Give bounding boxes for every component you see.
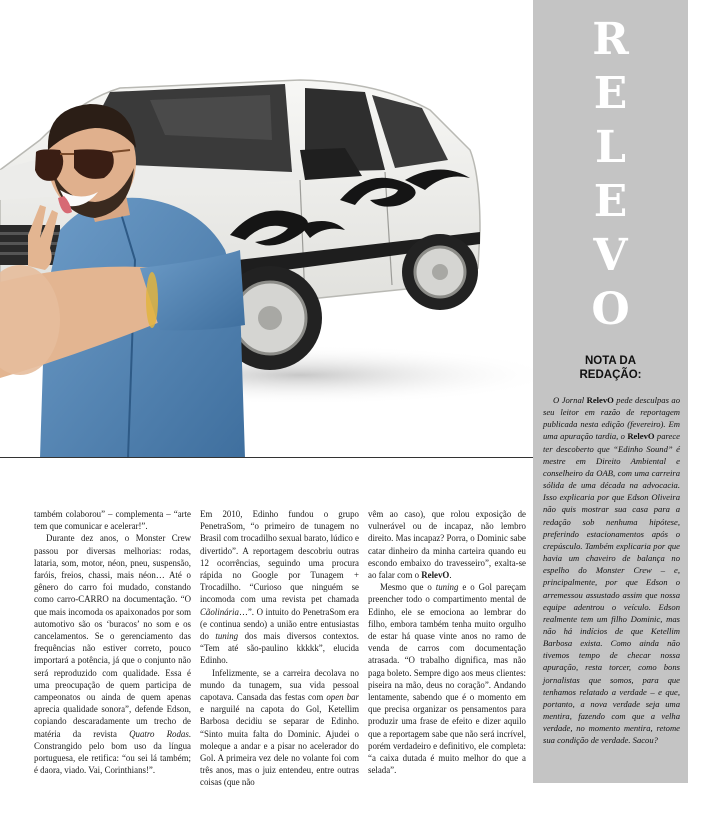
- editorial-note-title: [533, 354, 688, 382]
- editorial-note-body: [543, 394, 680, 747]
- article-text: e o Gol pareçam preencher todo o compartimento mental de Edinho, ele se emociona ao lembrar do filho, embora também tenha muito orgulho de estar há quase vinte anos no ramo de venda de carros com documentação atrasada. “O trabalho dignifica, mas não paga boleto. Sempre digo aos meus clientes: piseira na mão, deus no coração”. Andando lentamente, sabendo que é o momento em que precisa organizar os pensamentos para produzir uma frase de efeito e dizer aquilo que a reportagem sabe que não será incrível, porém verdadeiro e definitivo, ele completa: “a caixa dutada é muito melhor do que a selada”.: [368, 582, 526, 776]
- brand-name: RelevO: [627, 431, 655, 442]
- article-paragraph: [34, 508, 191, 532]
- masthead-letter: E: [593, 68, 628, 119]
- note-text: parece ter descoberto que “Edinho Sound” é mestre em Direito Ambiental e conselheiro da OAB, com uma carreira sólida de uma década na advocacia. Isso explicaria por que Edson Oliveira não quis mostrar sua casa para a redação sob nenhuma hipótese, preferindo estacionamentos após o crepúsculo. Também explicaria por que havia um chaveiro de balança no espelho do Monster Crew – e, principalmente, por que Edson o arremessou assustado assim que nossa equipe adentrou o veículo. Edson realmente tem um filho Dominic, mas não há indícios de que Ketellim Barbosa exista. Como ainda não tivemos tempo de checar nossa apuração, resta torcer, como bons jornalistas que somos, para que tenhamos relatado a verdade – e que, portanto, a nova verdade seja uma mentira, fazendo com que a velha verdade, no momento mentira, retome sua condição de verdade. Sacou?: [543, 431, 680, 746]
- masthead-letter: L: [595, 122, 626, 173]
- emphasis-text: open bar: [326, 692, 359, 703]
- article-column-3: [368, 508, 526, 776]
- editorial-note-title-line: NOTA DA: [584, 355, 637, 367]
- article-text: …”. O intuito do PenetraSom era (e continua sendo) a união entre entusiastas do: [200, 606, 359, 642]
- article-text: Infelizmente, se a carreira decolava no mundo da tunagem, sua vida pessoal capotava. Cansada das festas com: [200, 667, 359, 703]
- article-text: dos mais diversos contextos. “Tem até são-paulino kkkkk”, elucida Edinho.: [200, 631, 360, 666]
- article-paragraph: [200, 508, 359, 667]
- article-paragraph: [200, 667, 359, 789]
- brand-name: RelevO: [421, 570, 450, 581]
- emphasis-text: tuning: [435, 582, 459, 593]
- article-column-2: [200, 508, 359, 789]
- article-paragraph: [368, 508, 526, 581]
- article-text: também colaborou” – complementa – “arte tem que comunicar e acelerar!”.: [34, 509, 191, 532]
- selfie-car-illustration: [0, 0, 533, 458]
- masthead-letter: R: [592, 14, 629, 65]
- editorial-note-paragraph: [543, 394, 680, 747]
- brand-name: RelevO: [586, 395, 614, 405]
- photo-divider-line: [0, 457, 533, 458]
- article-column-1: [34, 508, 191, 776]
- note-text: pede desculpas ao seu leitor em razão de reportagem publicada nesta edição (fevereiro). Em uma apuração tardia, o: [543, 395, 680, 442]
- sidebar: [533, 0, 688, 783]
- emphasis-text: Cãolinária: [200, 606, 239, 617]
- masthead-letter: E: [593, 176, 628, 227]
- article-paragraph: [34, 532, 191, 776]
- article-photo: [0, 0, 533, 458]
- article-text: e narguilé na capota do Gol, Ketellim Barbosa decidiu se separar de Edinho. “Sinto muita falta do Dominic. Ajudei o moleque a andar e a pisar no acelerador do Gol. A primeira vez dele no volante foi com três anos, mas o juiz entendeu, entre outras coisas (que não: [200, 704, 359, 788]
- note-text: O Jornal: [553, 395, 587, 405]
- article-text: Mesmo que o: [380, 582, 436, 593]
- article-text: .: [449, 570, 452, 581]
- emphasis-text: tuning: [215, 631, 239, 642]
- article-text: vêm ao caso), que rolou exposição de vulnerável ou de incapaz, não lembro direito. Mas incapaz? Porra, o Dominic sabe catar dinheiro da minha carteira quando eu escondo embaixo do travesseiro”, exalta-se ao falar com o: [368, 509, 526, 581]
- article-paragraph: [368, 581, 526, 776]
- article-text: Durante dez anos, o Monster Crew passou por diversas melhorias: rodas, lataria, som, motor, néon, pneu, suspensão, faróis, freios, chassi, mais néon… Até o gênero do carro foi mudado, constando como carro-CARRO na documentação. “O que mais incomoda os apaixonados por som automotivo são os ‘buracos’ no som e os cancelamentos. Se o gerenciamento das frequências não estiver correto, pouco importará a potência, já que o conjunto não será reproduzido com qualidade. Essa é uma preocupação de quem participa de campeonatos ou ainda de quem apenas aprecia qualidade sonora”, defende Edson, copiando descaradamente um trecho de matéria da revista: [34, 533, 191, 739]
- editorial-note-title-line: REDAÇÃO:: [579, 369, 642, 381]
- article-text: Em 2010, Edinho fundou o grupo PenetraSom, “o primeiro de tunagem no Brasil com trocadilho sexual barato, lúdico e divertido”. A reportagem descobriu outras 12 ocorrências, seguindo uma procura rápida no Google por Tunagem + Trocadilho. “Curioso que ninguém se incomoda com uma revista pet chamada: [200, 509, 359, 605]
- masthead-letter: V: [593, 230, 628, 281]
- masthead-letter: O: [591, 284, 630, 335]
- article-text: . Constrangido pelo bom uso da língua portuguesa, ele retifica: “ou sei lá também; é daora, viado. Vai, Corinthians!”.: [34, 728, 191, 776]
- emphasis-text: Quatro Rodas: [129, 728, 189, 739]
